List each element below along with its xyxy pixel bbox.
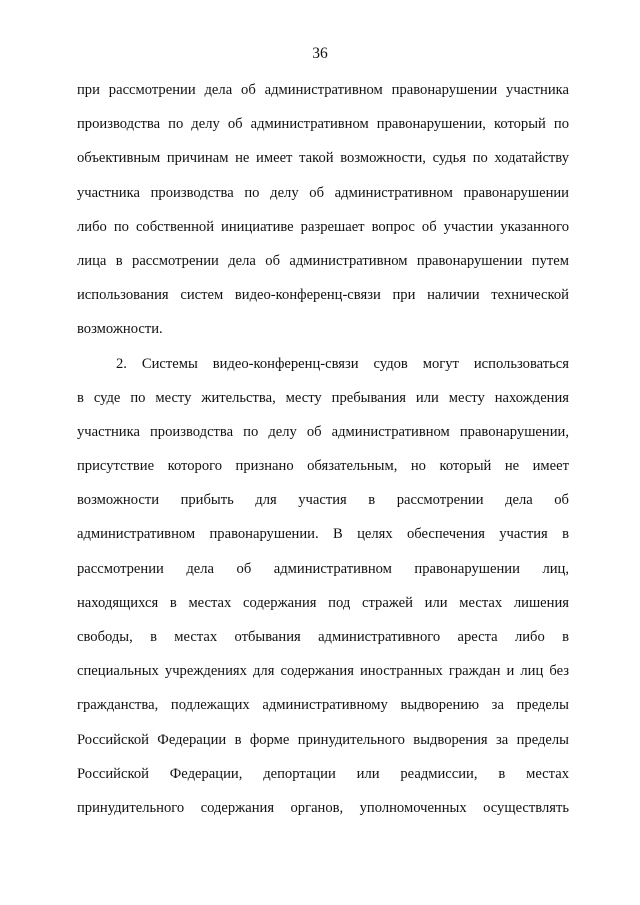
text-line: объективным причинам не имеет такой возможности, судья по ходатайству (77, 150, 569, 167)
text-line: участника производства по делу об административном правонарушении, (77, 423, 569, 440)
text-line: гражданства, подлежащих административному выдворению за пределы (77, 697, 569, 714)
text-line: Российской Федерации в форме принудительного выдворения за пределы (77, 731, 569, 748)
text-line: 2. Системы видео-конференц-связи судов могут использоваться (116, 355, 569, 372)
text-line: при рассмотрении дела об административном правонарушении участника (77, 82, 569, 98)
body-text (77, 80, 569, 832)
text-line: в суде по месту жительства, месту пребывания или месту нахождения (77, 389, 569, 406)
text-line: присутствие которого признано обязательным, но который не имеет (77, 458, 569, 475)
text-line: возможности. (77, 321, 163, 338)
text-line: либо по собственной инициативе разрешает вопрос об участии указанного (77, 218, 569, 235)
text-line: участника производства по делу об административном правонарушении (77, 184, 569, 201)
paragraph-2 (77, 354, 569, 833)
text-line: административном правонарушении. В целях обеспечения участия в (77, 526, 569, 543)
text-line: специальных учреждениях для содержания иностранных граждан и лиц без (77, 663, 569, 680)
text-line: возможности прибыть для участия в рассмотрении дела об (77, 492, 569, 509)
text-line: находящихся в местах содержания под стражей или местах лишения (77, 594, 569, 611)
text-line: принудительного содержания органов, уполномоченных осуществлять (77, 799, 569, 816)
page-number: 36 (312, 45, 328, 62)
text-line: рассмотрении дела об административном правонарушении лиц, (77, 560, 569, 577)
text-line: свободы, в местах отбывания административного ареста либо в (77, 629, 569, 645)
text-line: лица в рассмотрении дела об административном правонарушении путем (77, 252, 569, 269)
text-line: использования систем видео-конференц-связи при наличии технической (77, 287, 569, 304)
text-line: производства по делу об административном правонарушении, который по (77, 116, 569, 133)
text-line: Российской Федерации, депортации или реадмиссии, в местах (77, 765, 569, 782)
paragraph-1 (77, 80, 569, 354)
